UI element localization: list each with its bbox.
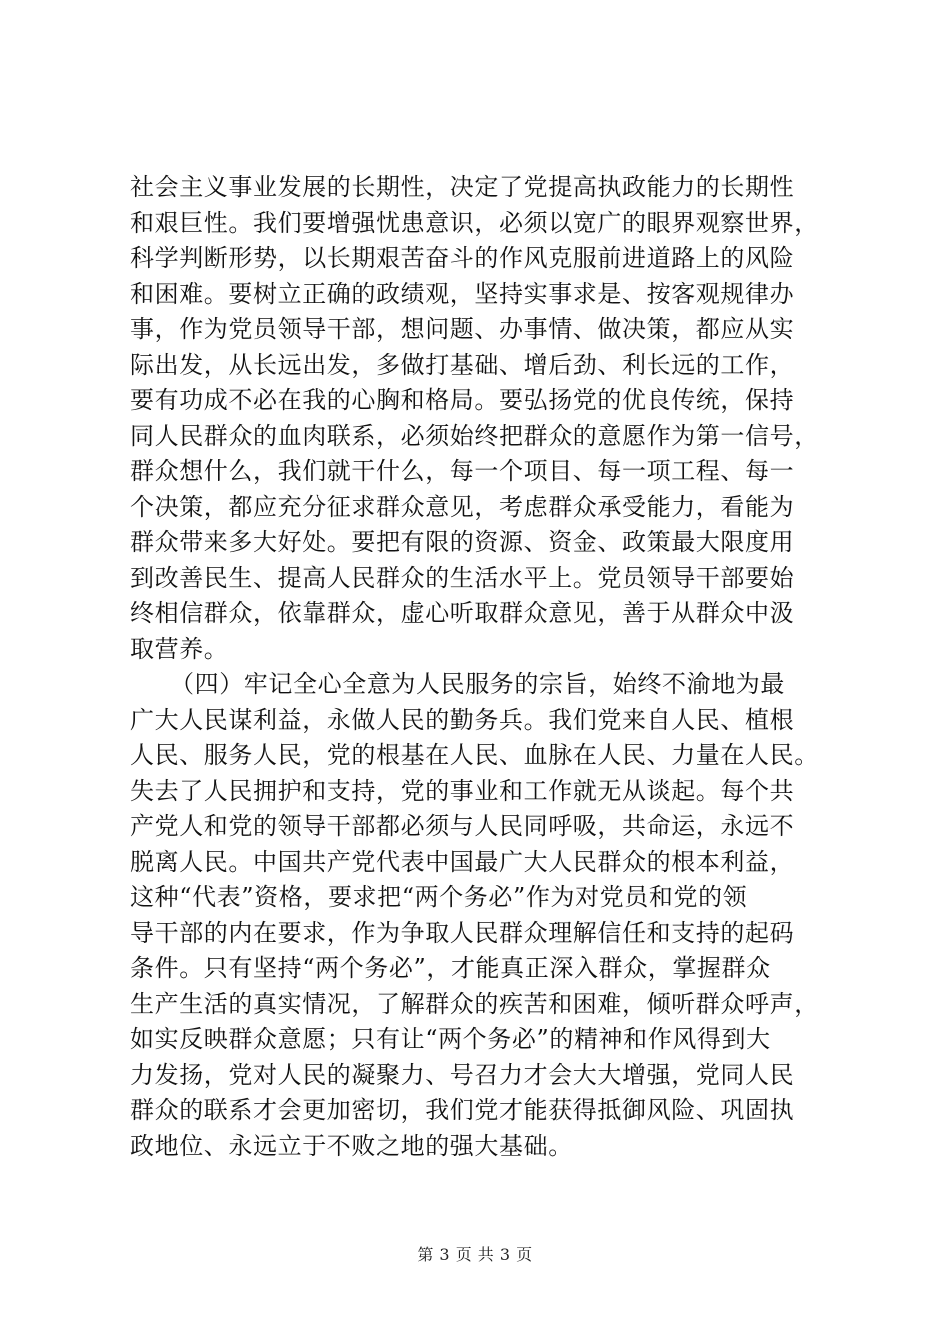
- text-line: 群众带来多大好处。要把有限的资源、资金、政策最大限度用: [130, 528, 795, 556]
- text-line: 人民、服务人民，党的根基在人民、血脉在人民、力量在人民。: [130, 741, 819, 769]
- body-text: [130, 170, 860, 1164]
- text-line: 脱离人民。中国共产党代表中国最广大人民群众的根本利益，: [130, 847, 795, 876]
- page-footer: [0, 1245, 950, 1265]
- text-line: 和艰巨性。我们要增强忧患意识，必须以宽广的眼界观察世界，: [130, 208, 819, 237]
- text-line: 失去了人民拥护和支持，党的事业和工作就无从谈起。每个共: [130, 776, 795, 805]
- text-line: 群众的联系才会更加密切，我们党才能获得抵御风险、巩固执: [130, 1096, 795, 1124]
- text-line: 条件。只有坚持“两个务必”，才能真正深入群众，掌握群众: [130, 954, 771, 982]
- page-number-label: 第 3 页 共 3 页: [417, 1245, 533, 1264]
- text-line: 终相信群众，依靠群众，虚心听取群众意见，善于从群众中汲: [130, 599, 795, 627]
- text-line: 个决策，都应充分征求群众意见，考虑群众承受能力，看能为: [130, 492, 795, 521]
- text-line: 政地位、永远立于不败之地的强大基础。: [130, 1131, 573, 1160]
- text-line: 生产生活的真实情况，了解群众的疾苦和困难，倾听群众呼声，: [130, 989, 819, 1018]
- text-line: 到改善民生、提高人民群众的生活水平上。党员领导干部要始: [130, 563, 795, 592]
- text-line: 产党人和党的领导干部都必须与人民同呼吸，共命运，永远不: [130, 812, 795, 840]
- text-line: 和困难。要树立正确的政绩观，坚持实事求是、按客观规律办: [130, 279, 795, 308]
- text-line: 事，作为党员领导干部，想问题、办事情、做决策，都应从实: [130, 315, 795, 343]
- text-line: 群众想什么，我们就干什么，每一个项目、每一项工程、每一: [130, 457, 795, 485]
- text-line: 际出发，从长远出发，多做打基础、增后劲、利长远的工作，: [130, 350, 795, 379]
- text-line: 取营养。: [130, 634, 229, 663]
- text-line: 同人民群众的血肉联系，必须始终把群众的意愿作为第一信号，: [130, 421, 819, 450]
- text-line: 社会主义事业发展的长期性，决定了党提高执政能力的长期性: [130, 173, 795, 201]
- text-line: 如实反映群众意愿；只有让“两个务必”的精神和作风得到大: [130, 1025, 771, 1053]
- paragraph-start-line: （四）牢记全心全意为人民服务的宗旨，始终不渝地为最: [170, 670, 785, 698]
- text-line: 力发扬，党对人民的凝聚力、号召力才会大大增强，党同人民: [130, 1060, 795, 1089]
- text-line: 广大人民谋利益，永做人民的勤务兵。我们党来自人民、植根: [130, 705, 795, 734]
- text-line: 科学判断形势，以长期艰苦奋斗的作风克服前进道路上的风险: [130, 244, 795, 272]
- text-line: 要有功成不必在我的心胸和格局。要弘扬党的优良传统，保持: [130, 386, 795, 414]
- text-line: 导干部的内在要求，作为争取人民群众理解信任和支持的起码: [130, 918, 795, 947]
- text-line: 这种“代表”资格，要求把“两个务必”作为对党员和党的领: [130, 883, 748, 911]
